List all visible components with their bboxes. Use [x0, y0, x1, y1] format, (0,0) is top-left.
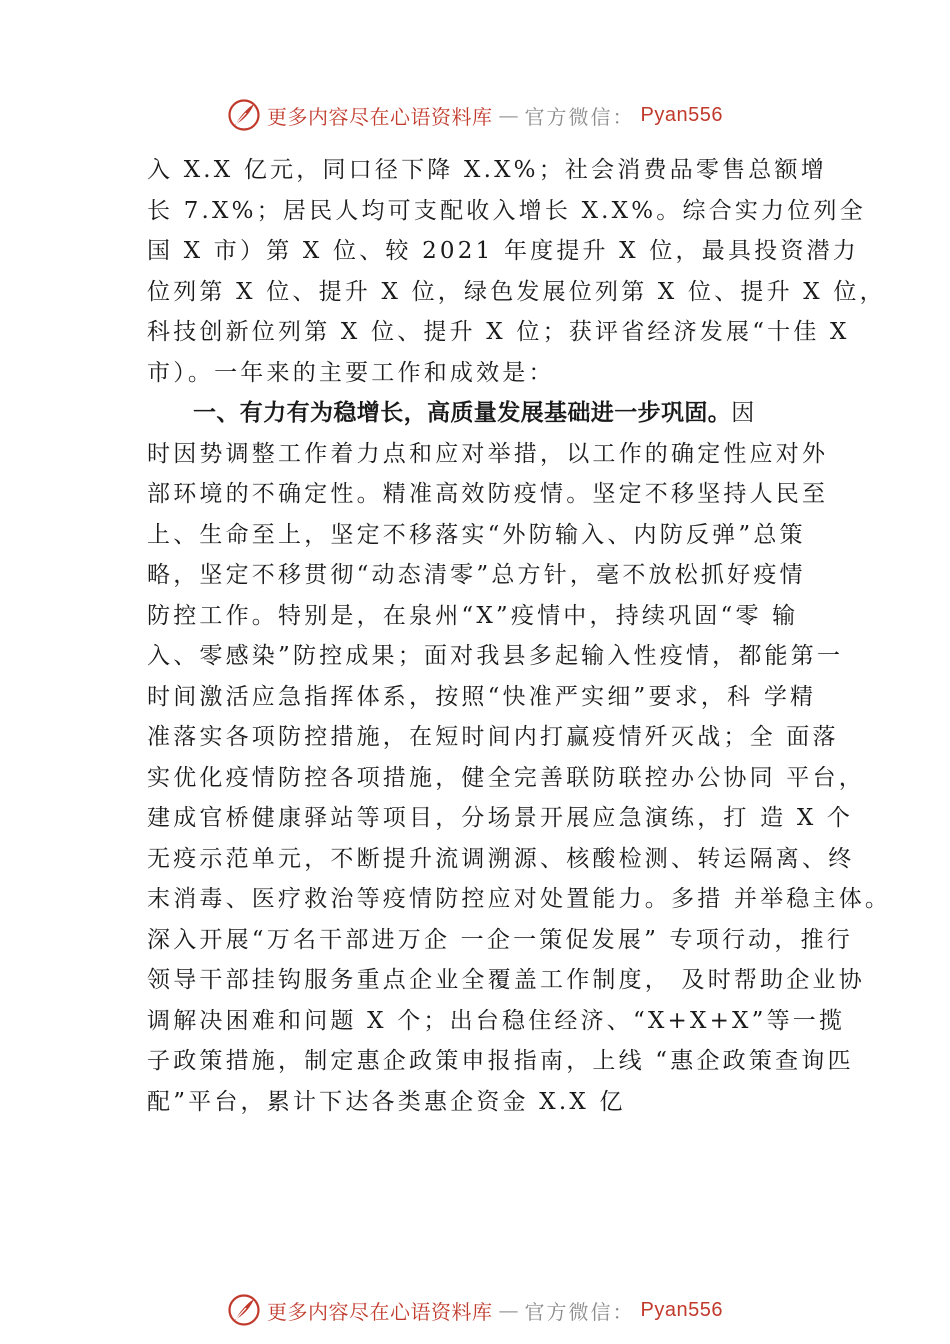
body-line: 部环境的不确定性。精准高效防疫情。坚定不移坚持人民至 [147, 481, 829, 507]
body-line: 入 X.X 亿元，同口径下降 X.X%；社会消费品零售总额增 [147, 157, 827, 183]
body-line: 末消毒、医疗救治等疫情防控应对处置能力。多措 并举稳主体。 [147, 886, 892, 912]
body-line: 配”平台，累计下达各类惠企资金 X.X 亿 [147, 1088, 626, 1115]
body-line: 位列第 X 位、提升 X 位，绿色发展位列第 X 位、提升 X 位， [147, 278, 886, 305]
watermark-header [0, 95, 950, 135]
body-line: 子政策措施，制定惠企政策申报指南，上线 “惠企政策查询匹 [147, 1048, 854, 1074]
section-heading-line [147, 393, 857, 434]
body-line: 防控工作。特别是，在泉州“X”疫情中，持续巩固“零 输 [147, 602, 799, 629]
body-line: 领导干部挂钩服务重点企业全覆盖工作制度， 及时帮助企业协 [147, 967, 865, 993]
quill-logo-icon [227, 1293, 261, 1327]
watermark-brand: 更多内容尽在心语资料库 [267, 104, 493, 129]
body-line-tail: 因 [731, 400, 758, 426]
body-line: 建成官桥健康驿站等项目，分场景开展应急演练，打 造 X 个 [147, 805, 854, 831]
body-line: 调解决困难和问题 X 个；出台稳住经济、“X+X+X”等一揽 [147, 1007, 846, 1034]
body-line: 上、生命至上，坚定不移落实“外防输入、内防反弹”总策 [147, 521, 806, 548]
body-line: 科技创新位列第 X 位、提升 X 位；获评省经济发展“十佳 X [147, 319, 850, 345]
body-line: 时因势调整工作着力点和应对举措，以工作的确定性应对外 [147, 440, 829, 467]
body-line: 市）。一年来的主要工作和成效是： [147, 359, 555, 386]
watermark-brand: 更多内容尽在心语资料库 [267, 1299, 493, 1324]
watermark-dash: — [498, 103, 519, 127]
watermark-wechat-id: Pyan556 [640, 1298, 723, 1321]
section-heading: 一、有力有为稳增长，高质量发展基础进一步巩固。 [193, 400, 732, 426]
watermark-dash: — [498, 1298, 519, 1322]
document-body [147, 150, 892, 1122]
body-line: 准落实各项防控措施，在短时间内打赢疫情歼灭战；全 面落 [147, 724, 839, 750]
body-line: 国 X 市）第 X 位、较 2021 年度提升 X 位，最具投资潜力 [147, 238, 859, 264]
quill-logo-icon [227, 98, 261, 132]
watermark-wechat-label: 官方微信： [524, 1299, 635, 1324]
body-line: 时间激活应急指挥体系，按照“快准严实细”要求，科 学精 [147, 683, 817, 710]
watermark-footer [0, 1290, 950, 1330]
body-line: 入、零感染”防控成果；面对我县多起输入性疫情，都能第一 [147, 643, 844, 669]
body-line: 长 7.X%；居民人均可支配收入增长 X.X%。综合实力位列全 [147, 197, 866, 224]
body-line: 实优化疫情防控各项措施，健全完善联防联控办公协同 平台， [147, 764, 865, 791]
watermark-wechat-id: Pyan556 [640, 103, 723, 126]
body-line: 略，坚定不移贯彻“动态清零”总方针，毫不放松抓好疫情 [147, 562, 806, 588]
body-line: 深入开展“万名干部进万企 一企一策促发展” 专项行动，推行 [147, 926, 853, 953]
watermark-wechat-label: 官方微信： [524, 104, 635, 129]
body-line: 无疫示范单元，不断提升流调溯源、核酸检测、转运隔离、终 [147, 845, 855, 872]
